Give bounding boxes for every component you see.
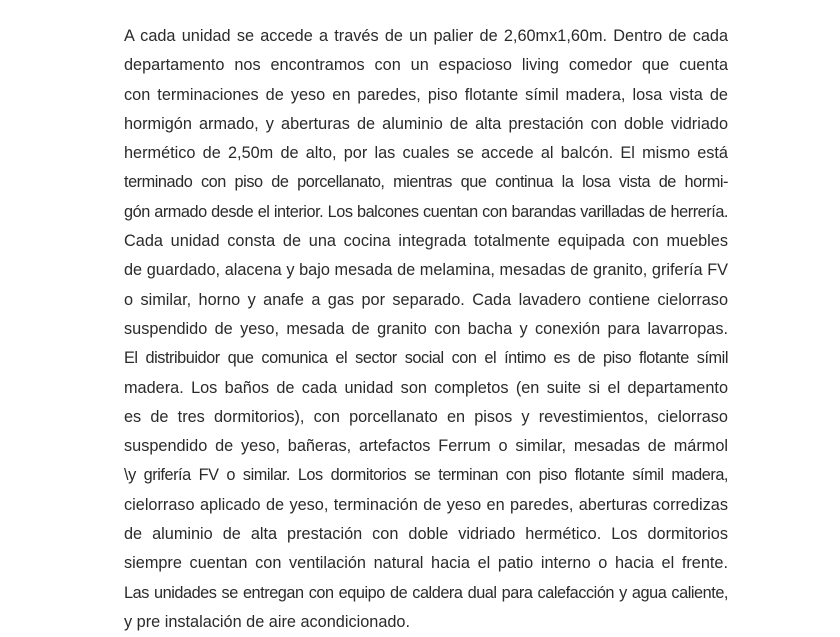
- text-line: cielorraso aplicado de yeso, terminación de yeso en paredes, aberturas corredizas: [124, 495, 728, 514]
- text-line: de aluminio de alta prestación con doble vidriado hermético. Los dormitorios: [124, 525, 728, 544]
- text-line: terminado con piso de porcellanato, mientras que continua la losa vista de hormi-: [124, 173, 728, 192]
- text-line: A cada unidad se accede a través de un palier de 2,60mx1,60m. Dentro de cada: [124, 27, 728, 45]
- text-line: suspendido de yeso, bañeras, artefactos Ferrum o similar, mesadas de mármol: [124, 437, 728, 456]
- text-line: y pre instalación de aire acondicionado.: [124, 612, 411, 631]
- text-line: madera. Los baños de cada unidad son completos (en suite si el departamento: [124, 378, 728, 397]
- text-line: o similar, horno y anafe a gas por separado. Cada lavadero contiene cielorraso: [124, 290, 728, 309]
- text-line: Cada unidad consta de una cocina integrada totalmente equipada con muebles: [124, 232, 728, 251]
- text-line: gón armado desde el interior. Los balcones cuentan con barandas varilladas de herrería.: [124, 202, 728, 221]
- document-body: [124, 22, 728, 637]
- text-line: es de tres dormitorios), con porcellanato en pisos y revestimientos, cielorraso: [124, 407, 728, 426]
- text-line: departamento nos encontramos con un espacioso living comedor que cuenta: [124, 56, 728, 75]
- text-line: de guardado, alacena y bajo mesada de melamina, mesadas de granito, grifería FV: [124, 261, 728, 280]
- text-line: El distribuidor que comunica el sector social con el íntimo es de piso flotante símil: [124, 349, 728, 368]
- text-line: \y grifería FV o similar. Los dormitorios se terminan con piso flotante símil madera,: [124, 466, 728, 485]
- text-line: siempre cuentan con ventilación natural hacia el patio interno o hacia el frente.: [124, 554, 728, 573]
- text-line: hermético de 2,50m de alto, por las cuales se accede al balcón. El mismo está: [124, 144, 728, 163]
- text-line: hormigón armado, y aberturas de aluminio de alta prestación con doble vidriado: [124, 114, 728, 133]
- text-line: suspendido de yeso, mesada de granito con bacha y conexión para lavarropas.: [124, 319, 728, 338]
- text-line: con terminaciones de yeso en paredes, piso flotante símil madera, losa vista de: [124, 85, 728, 104]
- text-line: Las unidades se entregan con equipo de caldera dual para calefacción y agua caliente,: [124, 583, 728, 602]
